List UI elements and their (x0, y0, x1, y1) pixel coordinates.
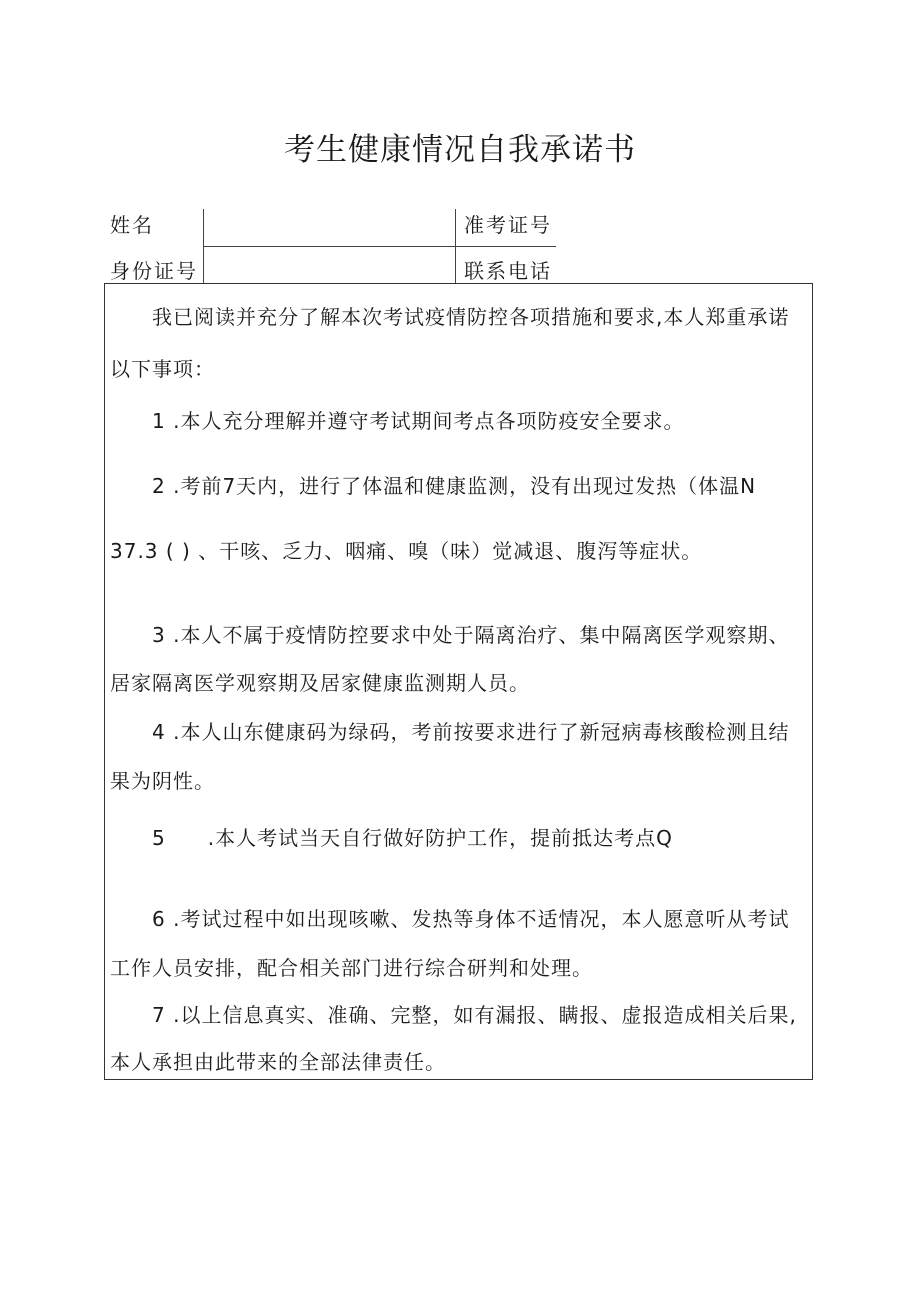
commitment-item-5: 5 .本人考试当天自行做好防护工作，提前抵达考点Q (110, 826, 673, 850)
phone-field[interactable] (556, 249, 806, 281)
commitment-intro-line-1: 我已阅读并充分了解本次考试疫情防控各项措施和要求,本人郑重承诺 (110, 305, 790, 329)
commitment-intro-line-2: 以下事项： (110, 357, 215, 381)
row-divider (203, 246, 556, 247)
id-number-label: 身份证号 (110, 259, 198, 283)
commitment-item-4-line-1: 4 .本人山东健康码为绿码，考前按要求进行了新冠病毒核酸检测且结 (110, 720, 790, 744)
name-field[interactable] (205, 210, 453, 244)
name-label: 姓名 (110, 213, 154, 237)
commitment-item-3-line-1: 3 .本人不属于疫情防控要求中处于隔离治疗、集中隔离医学观察期、 (110, 623, 790, 647)
commitment-item-4-line-2: 果为阴性。 (110, 769, 215, 793)
page-title: 考生健康情况自我承诺书 (284, 132, 636, 168)
commitment-item-6-line-2: 工作人员安排，配合相关部门进行综合研判和处理。 (110, 956, 593, 980)
commitment-item-7-line-2: 本人承担由此带来的全部法律责任。 (110, 1050, 446, 1074)
id-number-field[interactable] (205, 249, 453, 281)
commitment-item-2-line-1: 2 .考前7天内，进行了体温和健康监测，没有出现过发热（体温N (110, 474, 757, 498)
phone-label: 联系电话 (464, 259, 552, 283)
commitment-item-6-line-1: 6 .考试过程中如出现咳嗽、发热等身体不适情况，本人愿意听从考试 (110, 907, 790, 931)
commitment-item-3-line-2: 居家隔离医学观察期及居家健康监测期人员。 (110, 671, 530, 695)
ticket-number-label: 准考证号 (464, 213, 552, 237)
commitment-item-1: 1 .本人充分理解并遵守考试期间考点各项防疫安全要求。 (110, 409, 685, 433)
commitment-item-7-line-1: 7 .以上信息真实、准确、完整，如有漏报、瞒报、虚报造成相关后果, (110, 1003, 797, 1027)
commitment-item-2-line-2: 37.3 ( ) 、干咳、乏力、咽痛、嗅（味）觉减退、腹泻等症状。 (110, 539, 703, 563)
ticket-number-field[interactable] (556, 210, 806, 244)
